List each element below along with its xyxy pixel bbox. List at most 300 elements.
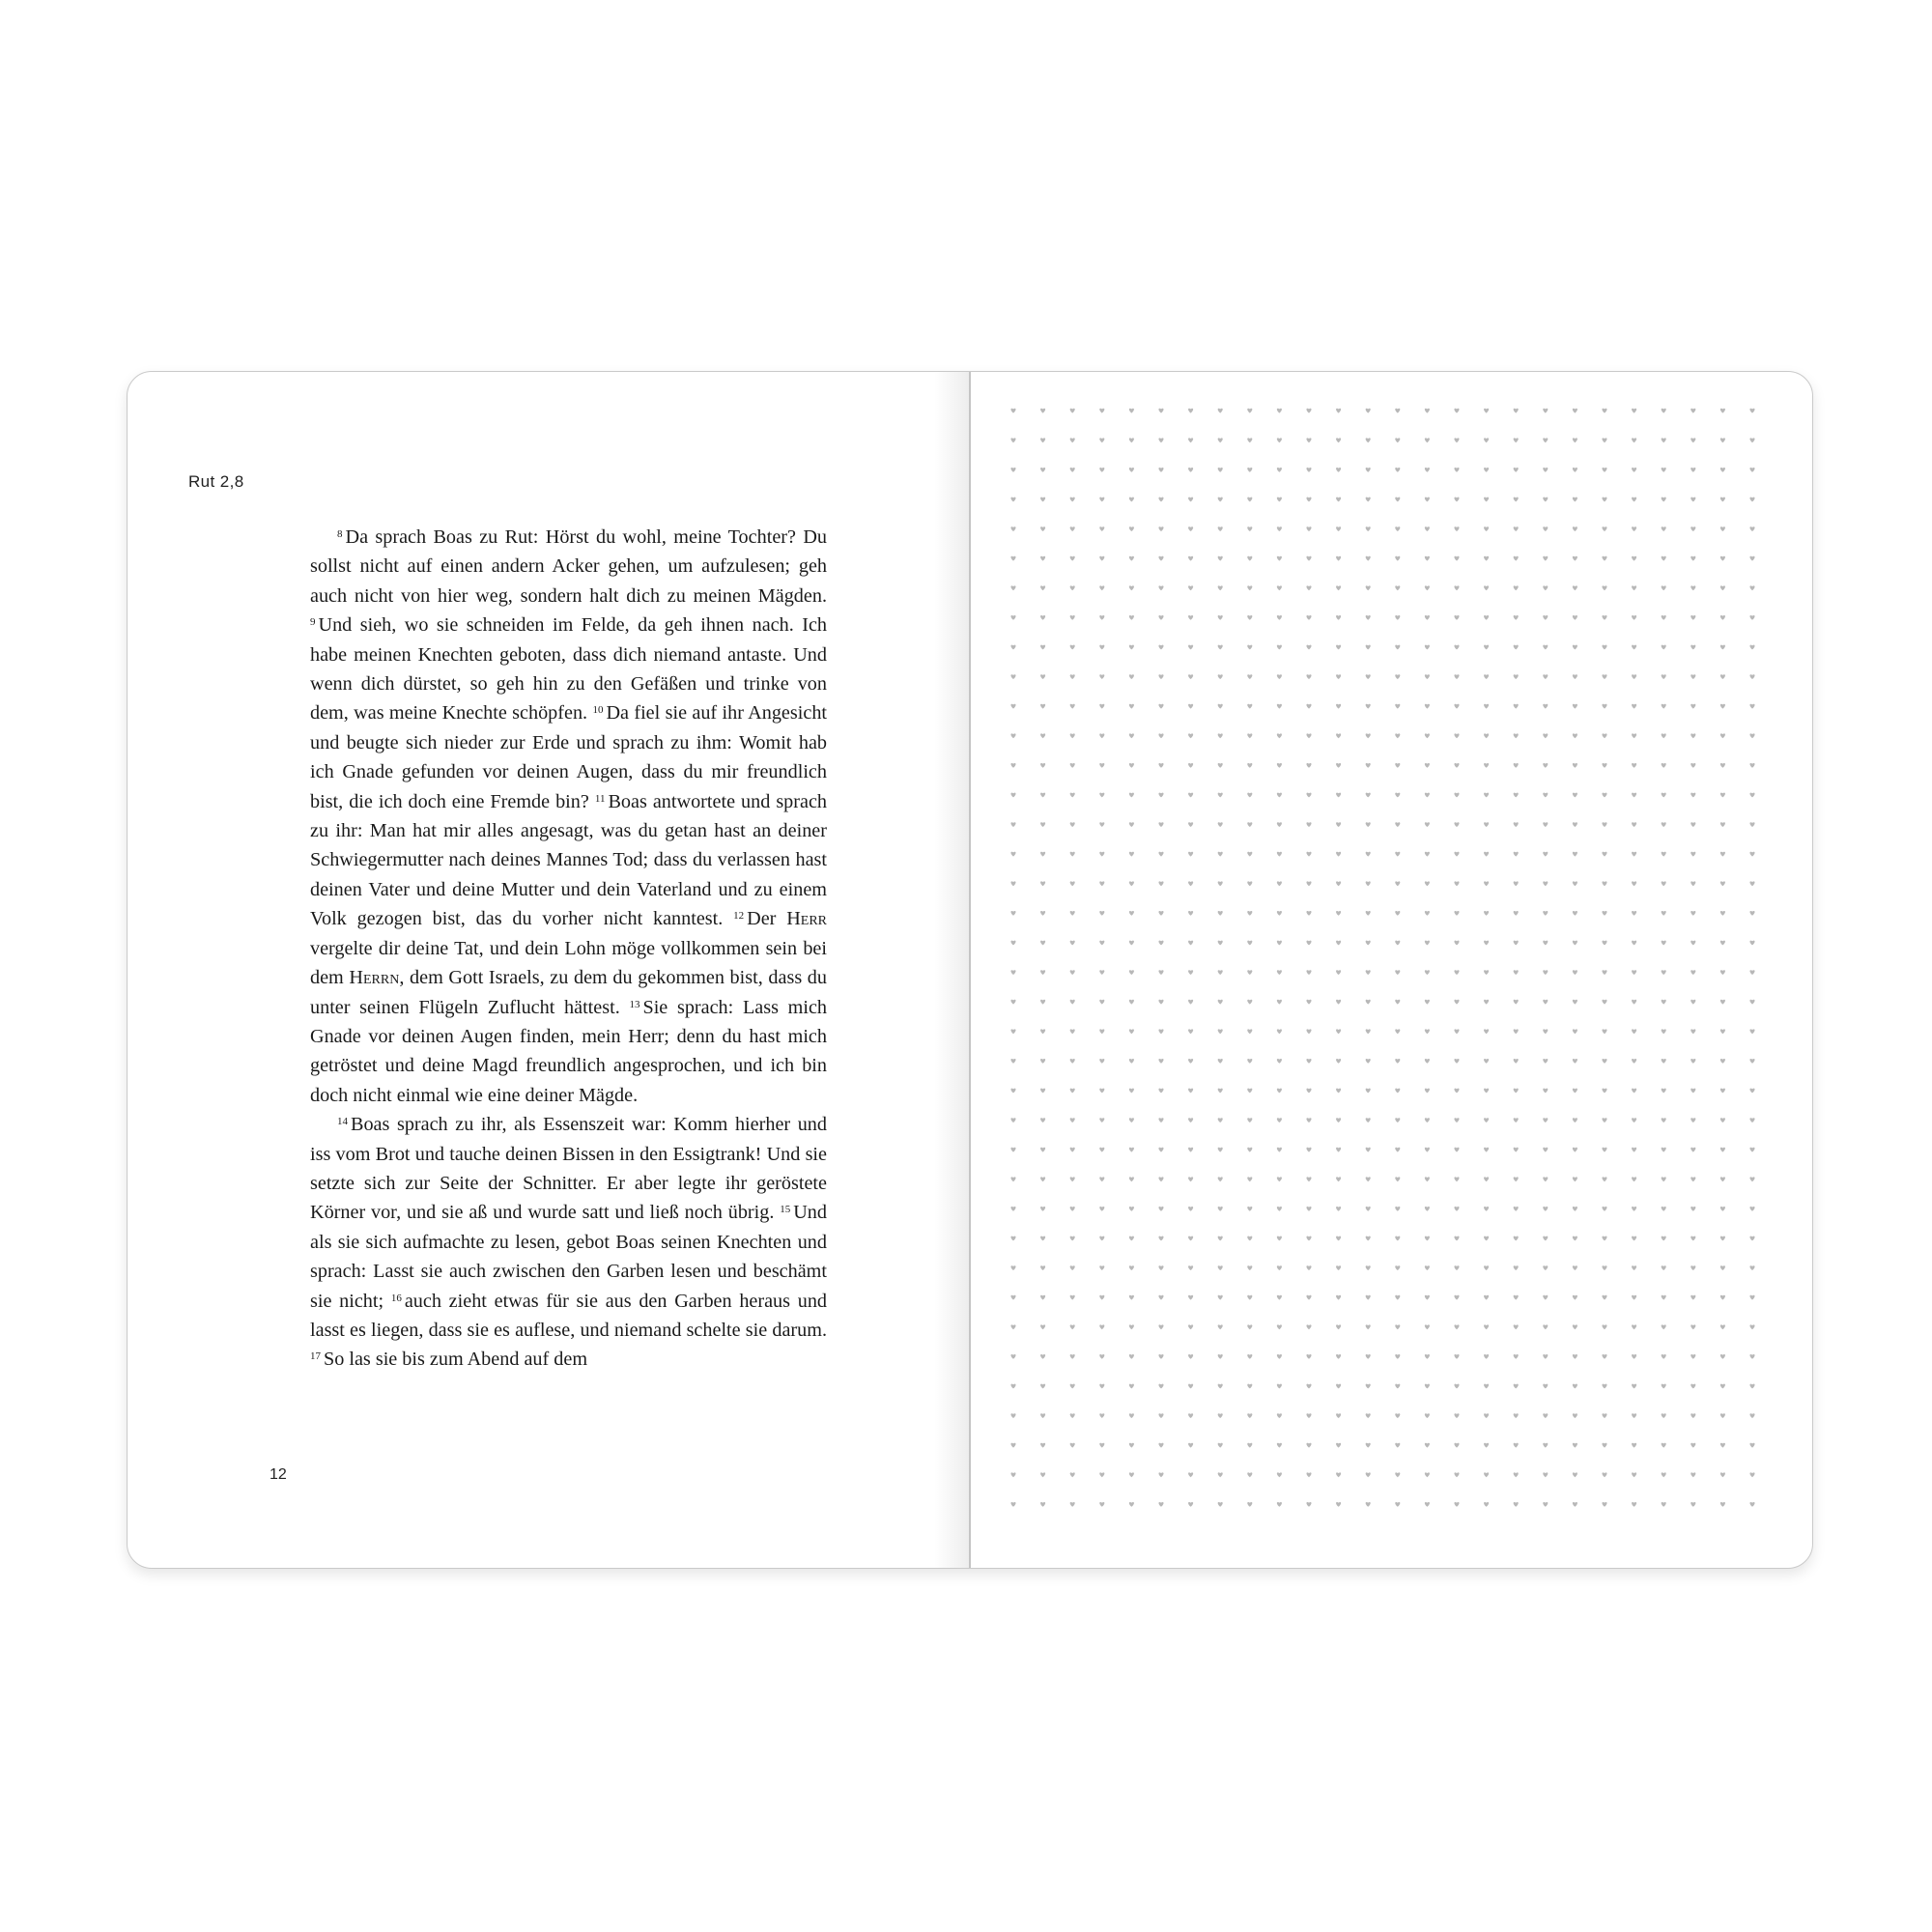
heart-dot bbox=[1247, 526, 1252, 531]
heart-dot bbox=[1129, 911, 1134, 916]
heart-dot bbox=[1395, 1029, 1400, 1034]
heart-dot bbox=[1484, 1265, 1489, 1270]
heart-dot bbox=[1514, 763, 1519, 768]
heart-dot bbox=[1010, 526, 1015, 531]
heart-dot bbox=[1543, 409, 1548, 413]
heart-dot bbox=[1425, 1029, 1430, 1034]
heart-dot bbox=[1395, 970, 1400, 975]
heart-dot bbox=[1632, 852, 1636, 857]
heart-dot bbox=[1632, 1354, 1636, 1359]
heart-dot bbox=[1484, 1207, 1489, 1211]
heart-dot bbox=[1277, 1118, 1282, 1122]
heart-dot bbox=[1010, 1089, 1015, 1094]
heart-dot bbox=[1277, 1177, 1282, 1181]
heart-dot bbox=[1662, 1177, 1666, 1181]
heart-dot bbox=[1070, 733, 1075, 738]
heart-dot bbox=[1070, 881, 1075, 886]
heart-dot bbox=[1662, 674, 1666, 679]
heart-dot bbox=[1662, 704, 1666, 709]
heart-dot bbox=[1040, 1295, 1045, 1300]
heart-dot bbox=[1543, 733, 1548, 738]
heart-dot bbox=[1395, 1059, 1400, 1064]
heart-dot bbox=[1720, 1029, 1725, 1034]
heart-dot bbox=[1336, 585, 1341, 590]
heart-dot bbox=[1010, 1502, 1015, 1507]
heart-dot bbox=[1720, 1472, 1725, 1477]
heart-dot bbox=[1632, 1000, 1636, 1005]
heart-dot bbox=[1543, 615, 1548, 620]
heart-dot bbox=[1749, 1207, 1754, 1211]
heart-dot bbox=[1543, 468, 1548, 472]
heart-dot bbox=[1749, 1413, 1754, 1418]
heart-dot bbox=[1662, 526, 1666, 531]
heart-dot bbox=[1720, 1236, 1725, 1241]
heart-dot bbox=[1099, 497, 1104, 502]
heart-dot bbox=[1395, 1118, 1400, 1122]
heart-dot bbox=[1573, 1000, 1577, 1005]
heart-dot bbox=[1306, 1000, 1311, 1005]
heart-dot bbox=[1366, 1000, 1371, 1005]
heart-dot bbox=[1662, 1324, 1666, 1329]
heart-dot bbox=[1749, 1059, 1754, 1064]
heart-dot bbox=[1040, 1324, 1045, 1329]
heart-dot bbox=[1425, 881, 1430, 886]
heart-dot bbox=[1454, 852, 1459, 857]
heart-dot bbox=[1218, 438, 1223, 442]
running-head: Rut 2,8 bbox=[188, 472, 244, 491]
heart-dot bbox=[1010, 1148, 1015, 1152]
heart-dot bbox=[1247, 1413, 1252, 1418]
heart-dot bbox=[1662, 468, 1666, 472]
heart-dot bbox=[1306, 1443, 1311, 1448]
heart-dot bbox=[1277, 1236, 1282, 1241]
heart-dot bbox=[1543, 1472, 1548, 1477]
heart-dot bbox=[1425, 1118, 1430, 1122]
heart-dot bbox=[1129, 1000, 1134, 1005]
heart-dot bbox=[1395, 1413, 1400, 1418]
heart-dot bbox=[1484, 1384, 1489, 1389]
heart-dot bbox=[1099, 1059, 1104, 1064]
heart-dot bbox=[1749, 556, 1754, 561]
heart-dot bbox=[1010, 793, 1015, 798]
heart-dot bbox=[1395, 1148, 1400, 1152]
heart-dot bbox=[1543, 822, 1548, 827]
heart-dot bbox=[1454, 1502, 1459, 1507]
heart-dot bbox=[1425, 852, 1430, 857]
heart-dot bbox=[1454, 881, 1459, 886]
heart-dot bbox=[1484, 1472, 1489, 1477]
heart-dot bbox=[1218, 1384, 1223, 1389]
heart-dot bbox=[1040, 1236, 1045, 1241]
heart-dot bbox=[1188, 1295, 1193, 1300]
heart-dot bbox=[1099, 1177, 1104, 1181]
heart-dot bbox=[1690, 822, 1695, 827]
heart-dot bbox=[1070, 438, 1075, 442]
heart-dot bbox=[1720, 468, 1725, 472]
heart-dot bbox=[1425, 822, 1430, 827]
heart-dot bbox=[1218, 526, 1223, 531]
heart-dot bbox=[1395, 1354, 1400, 1359]
heart-dot bbox=[1720, 970, 1725, 975]
heart-dot bbox=[1543, 1413, 1548, 1418]
heart-dot bbox=[1632, 674, 1636, 679]
heart-dot bbox=[1366, 1413, 1371, 1418]
heart-dot bbox=[1749, 1089, 1754, 1094]
heart-dot bbox=[1514, 793, 1519, 798]
heart-dot bbox=[1690, 763, 1695, 768]
heart-dot bbox=[1395, 1324, 1400, 1329]
heart-dot bbox=[1040, 1384, 1045, 1389]
heart-dot bbox=[1336, 1177, 1341, 1181]
heart-dot bbox=[1484, 556, 1489, 561]
heart-dot bbox=[1632, 1029, 1636, 1034]
heart-dot bbox=[1632, 1472, 1636, 1477]
heart-dot bbox=[1395, 941, 1400, 946]
heart-dot bbox=[1188, 911, 1193, 916]
heart-dot bbox=[1366, 881, 1371, 886]
heart-dot bbox=[1454, 704, 1459, 709]
heart-dot bbox=[1632, 1324, 1636, 1329]
heart-dot bbox=[1040, 1177, 1045, 1181]
heart-dot bbox=[1720, 1059, 1725, 1064]
heart-dot bbox=[1632, 497, 1636, 502]
heart-dot bbox=[1749, 1384, 1754, 1389]
heart-dot bbox=[1277, 556, 1282, 561]
verse-text: Da sprach Boas zu Rut: Hörst du wohl, meine Tochter? Du sollst nicht auf einen andern Acker gehen, um aufzulesen; geh auch nicht von hier weg, sondern halt dich zu meinen Mägden. bbox=[310, 526, 827, 607]
heart-dot bbox=[1336, 1148, 1341, 1152]
heart-dot bbox=[1010, 733, 1015, 738]
heart-dot bbox=[1188, 556, 1193, 561]
heart-dot bbox=[1749, 911, 1754, 916]
heart-dot bbox=[1218, 468, 1223, 472]
heart-dot bbox=[1218, 1413, 1223, 1418]
heart-dot bbox=[1749, 1324, 1754, 1329]
heart-dot bbox=[1129, 1472, 1134, 1477]
heart-dot bbox=[1514, 1207, 1519, 1211]
heart-dot bbox=[1632, 1059, 1636, 1064]
heart-dot bbox=[1454, 497, 1459, 502]
heart-dot bbox=[1247, 911, 1252, 916]
heart-dot bbox=[1010, 1207, 1015, 1211]
heart-dot bbox=[1010, 409, 1015, 413]
heart-dot bbox=[1277, 615, 1282, 620]
heart-dot bbox=[1158, 1502, 1163, 1507]
heart-dot bbox=[1040, 1354, 1045, 1359]
heart-dot bbox=[1306, 822, 1311, 827]
verse-number: 15 bbox=[780, 1204, 791, 1216]
heart-dot bbox=[1099, 911, 1104, 916]
heart-dot bbox=[1543, 1236, 1548, 1241]
heart-dot bbox=[1454, 941, 1459, 946]
heart-dot bbox=[1662, 733, 1666, 738]
heart-dot bbox=[1749, 438, 1754, 442]
heart-dot bbox=[1336, 1089, 1341, 1094]
heart-dot bbox=[1690, 1000, 1695, 1005]
heart-dot bbox=[1158, 704, 1163, 709]
heart-dot bbox=[1543, 970, 1548, 975]
heart-dot bbox=[1306, 645, 1311, 650]
heart-dot bbox=[1129, 585, 1134, 590]
heart-dot bbox=[1247, 970, 1252, 975]
heart-dot bbox=[1662, 1384, 1666, 1389]
heart-dot bbox=[1749, 1295, 1754, 1300]
heart-dot bbox=[1099, 674, 1104, 679]
heart-dot bbox=[1425, 941, 1430, 946]
heart-dot bbox=[1690, 585, 1695, 590]
heart-dot bbox=[1632, 881, 1636, 886]
heart-dot bbox=[1277, 468, 1282, 472]
heart-dot bbox=[1514, 674, 1519, 679]
heart-dot bbox=[1040, 1413, 1045, 1418]
heart-dot bbox=[1188, 763, 1193, 768]
heart-dot bbox=[1306, 941, 1311, 946]
heart-dot bbox=[1602, 1029, 1606, 1034]
heart-dot bbox=[1632, 1118, 1636, 1122]
heart-dot bbox=[1129, 645, 1134, 650]
heart-dot bbox=[1218, 793, 1223, 798]
heart-dot bbox=[1129, 1295, 1134, 1300]
heart-dot bbox=[1070, 1059, 1075, 1064]
heart-dot bbox=[1514, 1413, 1519, 1418]
heart-dot bbox=[1218, 763, 1223, 768]
heart-dot bbox=[1602, 1502, 1606, 1507]
heart-dot bbox=[1454, 1089, 1459, 1094]
heart-dot bbox=[1158, 1177, 1163, 1181]
heart-dot bbox=[1188, 468, 1193, 472]
heart-dot bbox=[1395, 1089, 1400, 1094]
paragraph bbox=[310, 523, 827, 1110]
heart-dot bbox=[1070, 1118, 1075, 1122]
heart-dot bbox=[1070, 1502, 1075, 1507]
heart-dot bbox=[1514, 1118, 1519, 1122]
heart-dot bbox=[1366, 1177, 1371, 1181]
heart-dot bbox=[1306, 1059, 1311, 1064]
heart-dot bbox=[1188, 615, 1193, 620]
heart-dot bbox=[1662, 1029, 1666, 1034]
heart-dot bbox=[1277, 1059, 1282, 1064]
heart-dot bbox=[1010, 1324, 1015, 1329]
heart-dot bbox=[1247, 1177, 1252, 1181]
heart-dot bbox=[1454, 1207, 1459, 1211]
heart-dot bbox=[1218, 852, 1223, 857]
heart-dot bbox=[1188, 970, 1193, 975]
heart-dot bbox=[1662, 615, 1666, 620]
heart-dot bbox=[1749, 409, 1754, 413]
heart-dot bbox=[1690, 1236, 1695, 1241]
heart-dot bbox=[1218, 497, 1223, 502]
heart-dot bbox=[1514, 438, 1519, 442]
heart-dot bbox=[1425, 1354, 1430, 1359]
heart-dot bbox=[1690, 526, 1695, 531]
heart-dot bbox=[1366, 497, 1371, 502]
heart-dot bbox=[1247, 1029, 1252, 1034]
heart-dot bbox=[1602, 1472, 1606, 1477]
heart-dot bbox=[1366, 645, 1371, 650]
heart-dot bbox=[1632, 1443, 1636, 1448]
heart-dot bbox=[1602, 674, 1606, 679]
heart-dot bbox=[1099, 1502, 1104, 1507]
heart-dot bbox=[1425, 763, 1430, 768]
heart-dot bbox=[1425, 970, 1430, 975]
heart-dot bbox=[1070, 704, 1075, 709]
heart-dot bbox=[1543, 674, 1548, 679]
heart-dot bbox=[1395, 645, 1400, 650]
heart-dot bbox=[1543, 881, 1548, 886]
heart-dot bbox=[1306, 556, 1311, 561]
heart-dot bbox=[1070, 1148, 1075, 1152]
heart-dot bbox=[1484, 822, 1489, 827]
heart-dot bbox=[1543, 1502, 1548, 1507]
heart-dot bbox=[1070, 852, 1075, 857]
heart-dot bbox=[1188, 1118, 1193, 1122]
heart-dot bbox=[1543, 1295, 1548, 1300]
heart-dot bbox=[1218, 1029, 1223, 1034]
heart-dot bbox=[1070, 941, 1075, 946]
heart-dot bbox=[1720, 822, 1725, 827]
heart-dot bbox=[1573, 763, 1577, 768]
heart-dot bbox=[1277, 733, 1282, 738]
heart-dot bbox=[1040, 615, 1045, 620]
heart-dot bbox=[1040, 733, 1045, 738]
heart-dot bbox=[1188, 1472, 1193, 1477]
heart-dot bbox=[1129, 852, 1134, 857]
heart-dot bbox=[1010, 1059, 1015, 1064]
heart-dot bbox=[1395, 438, 1400, 442]
heart-dot bbox=[1749, 733, 1754, 738]
heart-dot bbox=[1010, 1413, 1015, 1418]
heart-dot bbox=[1662, 1295, 1666, 1300]
heart-dot bbox=[1662, 1472, 1666, 1477]
heart-dot bbox=[1454, 1384, 1459, 1389]
heart-dot bbox=[1277, 941, 1282, 946]
heart-dot bbox=[1188, 645, 1193, 650]
heart-dot bbox=[1306, 911, 1311, 916]
verse-text: Und sieh, wo sie schneiden im Felde, da geh ihnen nach. Ich habe meinen Knechten geboten, dass dich niemand antaste. Und wenn dich dürstet, so geh hin zu den Gefäßen und trinke von dem, was meine Knechte schöpfen. bbox=[310, 614, 827, 724]
heart-dot bbox=[1573, 852, 1577, 857]
heart-dot bbox=[1425, 409, 1430, 413]
heart-dot bbox=[1099, 881, 1104, 886]
heart-dot bbox=[1720, 733, 1725, 738]
heart-dot bbox=[1602, 704, 1606, 709]
heart-dot bbox=[1573, 645, 1577, 650]
heart-dot bbox=[1543, 1177, 1548, 1181]
heart-dot bbox=[1573, 468, 1577, 472]
heart-dot bbox=[1188, 409, 1193, 413]
heart-dot bbox=[1484, 1148, 1489, 1152]
heart-dot bbox=[1454, 911, 1459, 916]
heart-dot bbox=[1247, 1324, 1252, 1329]
heart-dot bbox=[1218, 645, 1223, 650]
heart-dot bbox=[1218, 704, 1223, 709]
heart-dot bbox=[1129, 1148, 1134, 1152]
heart-dot bbox=[1514, 1177, 1519, 1181]
heart-dot bbox=[1690, 468, 1695, 472]
heart-dot bbox=[1690, 941, 1695, 946]
heart-dot bbox=[1632, 793, 1636, 798]
heart-dot bbox=[1454, 526, 1459, 531]
heart-dot bbox=[1010, 438, 1015, 442]
heart-dot bbox=[1158, 970, 1163, 975]
heart-dot bbox=[1749, 1472, 1754, 1477]
heart-dot bbox=[1602, 585, 1606, 590]
heart-dot bbox=[1336, 1354, 1341, 1359]
scripture-text bbox=[310, 523, 827, 1375]
heart-dot bbox=[1662, 556, 1666, 561]
heart-dot bbox=[1366, 674, 1371, 679]
heart-dot bbox=[1454, 1324, 1459, 1329]
heart-dot bbox=[1425, 704, 1430, 709]
heart-dot bbox=[1158, 1324, 1163, 1329]
heart-dot bbox=[1573, 1472, 1577, 1477]
heart-dot bbox=[1602, 1443, 1606, 1448]
heart-dot bbox=[1662, 438, 1666, 442]
heart-dot bbox=[1306, 793, 1311, 798]
heart-dot bbox=[1662, 497, 1666, 502]
heart-dot bbox=[1306, 497, 1311, 502]
heart-dot bbox=[1543, 1207, 1548, 1211]
heart-dot bbox=[1070, 585, 1075, 590]
heart-dot bbox=[1099, 585, 1104, 590]
heart-dot bbox=[1306, 1177, 1311, 1181]
heart-dot bbox=[1514, 704, 1519, 709]
heart-dot bbox=[1306, 615, 1311, 620]
heart-dot bbox=[1040, 1502, 1045, 1507]
heart-dot bbox=[1543, 556, 1548, 561]
heart-dot bbox=[1662, 1148, 1666, 1152]
heart-dot bbox=[1454, 1265, 1459, 1270]
heart-dot bbox=[1247, 881, 1252, 886]
heart-dot bbox=[1395, 674, 1400, 679]
heart-dot bbox=[1277, 1295, 1282, 1300]
heart-dot bbox=[1425, 468, 1430, 472]
heart-dot bbox=[1484, 733, 1489, 738]
heart-dot bbox=[1425, 1324, 1430, 1329]
heart-dot bbox=[1720, 409, 1725, 413]
heart-dot bbox=[1099, 1324, 1104, 1329]
heart-dot bbox=[1690, 911, 1695, 916]
heart-dot bbox=[1602, 1413, 1606, 1418]
heart-dot bbox=[1366, 941, 1371, 946]
heart-dot bbox=[1129, 793, 1134, 798]
heart-dot bbox=[1188, 497, 1193, 502]
heart-dot bbox=[1573, 793, 1577, 798]
heart-dot bbox=[1218, 1502, 1223, 1507]
heart-dot bbox=[1218, 733, 1223, 738]
heart-dot bbox=[1602, 526, 1606, 531]
heart-dot bbox=[1188, 585, 1193, 590]
heart-dot bbox=[1573, 1413, 1577, 1418]
heart-dot bbox=[1040, 409, 1045, 413]
heart-dot bbox=[1395, 881, 1400, 886]
heart-dot bbox=[1010, 1118, 1015, 1122]
heart-dot bbox=[1040, 1059, 1045, 1064]
heart-dot bbox=[1099, 615, 1104, 620]
heart-dot bbox=[1070, 497, 1075, 502]
heart-dot bbox=[1573, 556, 1577, 561]
heart-dot bbox=[1010, 852, 1015, 857]
heart-dot bbox=[1158, 1265, 1163, 1270]
heart-dot bbox=[1425, 615, 1430, 620]
heart-dot bbox=[1484, 1443, 1489, 1448]
heart-dot bbox=[1454, 822, 1459, 827]
heart-dot bbox=[1306, 1236, 1311, 1241]
heart-dot bbox=[1040, 970, 1045, 975]
heart-dot bbox=[1247, 585, 1252, 590]
heart-dot bbox=[1720, 526, 1725, 531]
heart-dot bbox=[1188, 438, 1193, 442]
heart-dot bbox=[1129, 1502, 1134, 1507]
heart-dot bbox=[1188, 1000, 1193, 1005]
